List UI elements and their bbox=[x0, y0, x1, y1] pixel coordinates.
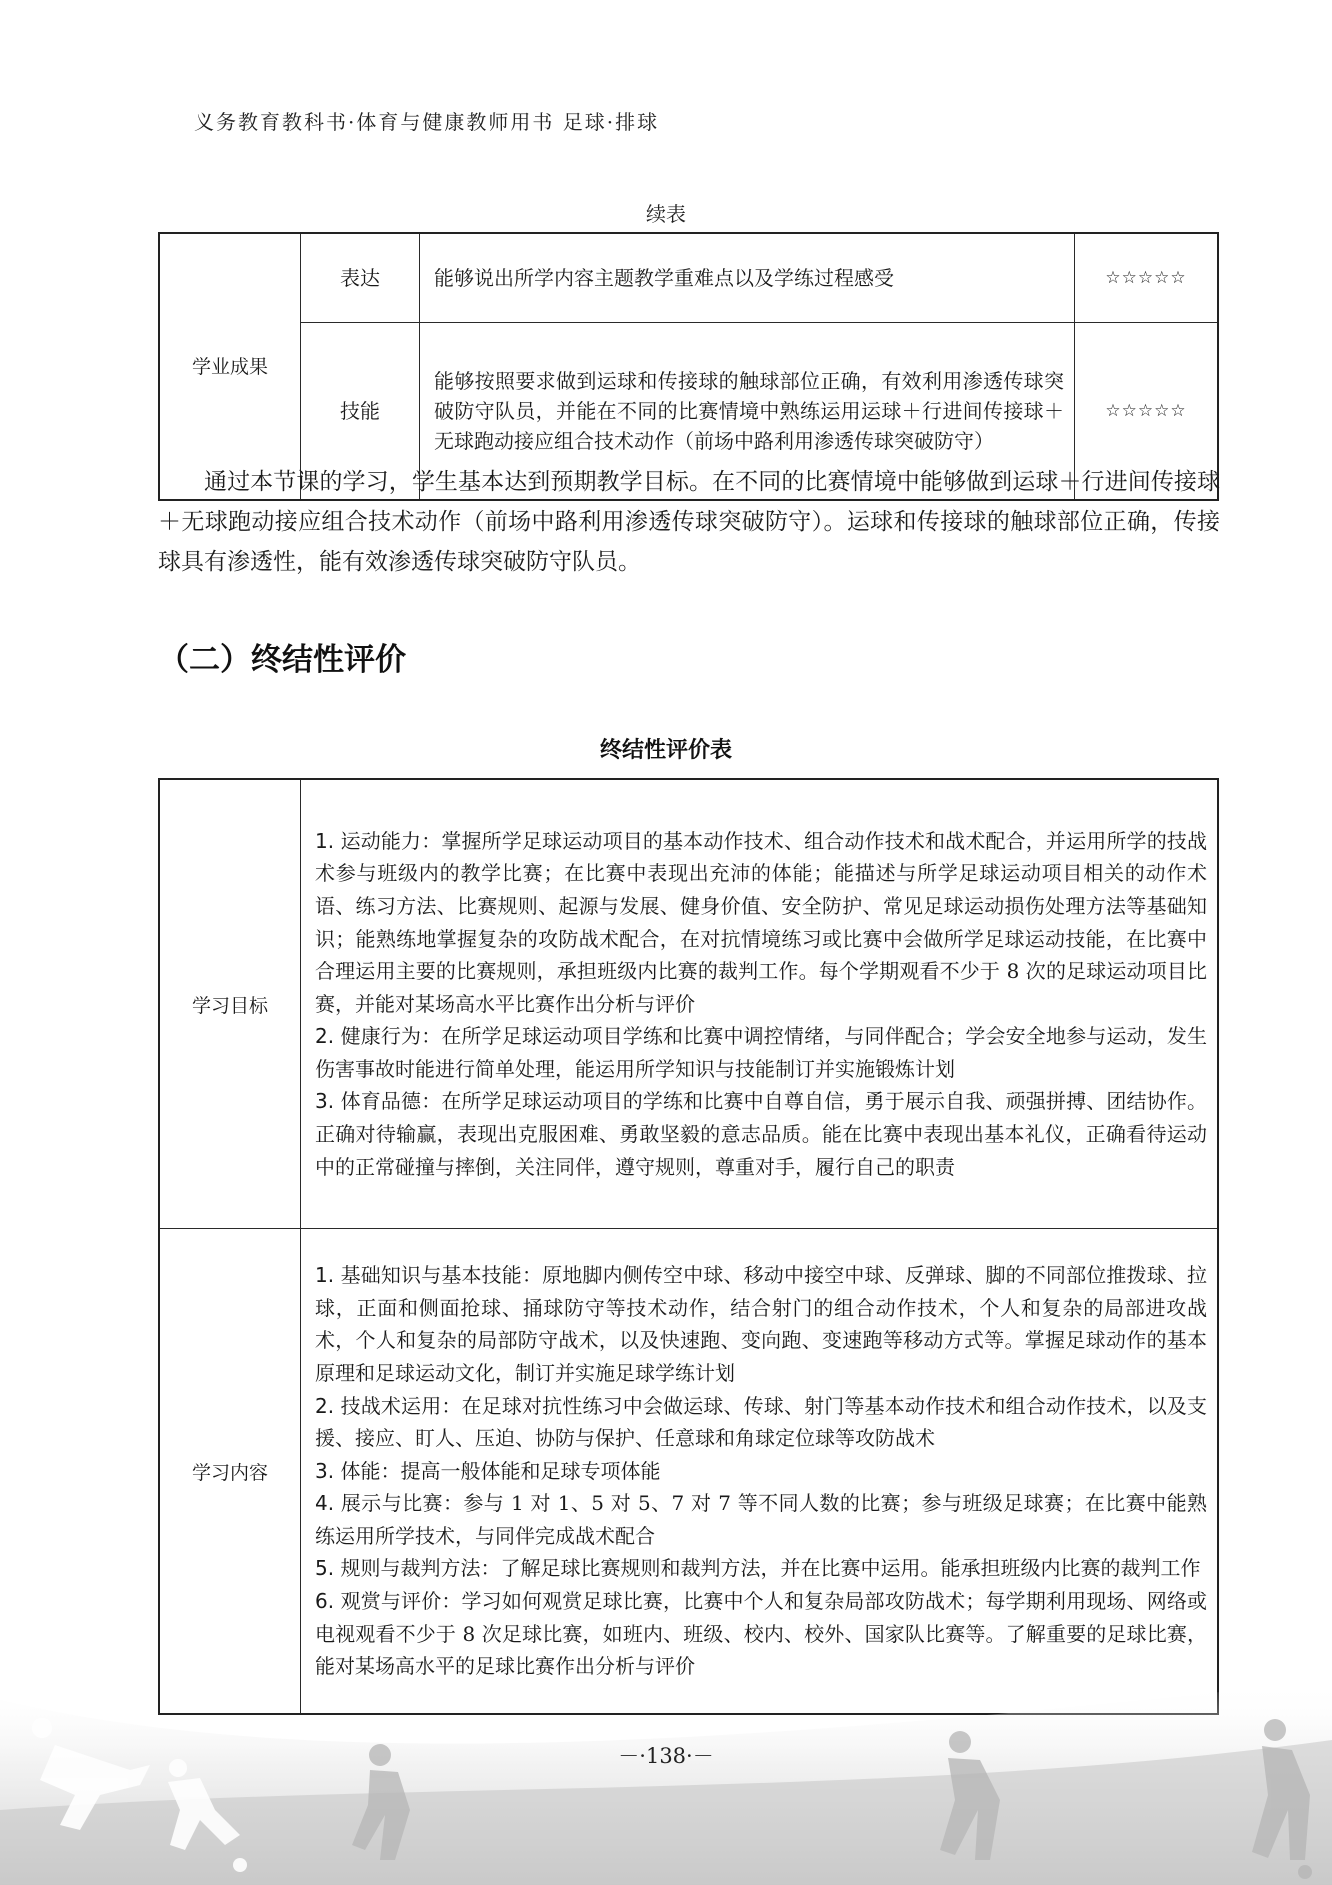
section-title: （二）终结性评价 bbox=[158, 642, 406, 678]
item-label: 2. 技战术运用： bbox=[315, 1393, 462, 1418]
item-label: 1. 运动能力： bbox=[315, 828, 442, 853]
star-rating: ☆☆☆☆☆ bbox=[1075, 323, 1219, 501]
content-cell bbox=[301, 1229, 1219, 1715]
content-cell bbox=[301, 779, 1219, 1229]
description-cell: 能够按照要求做到运球和传接球的触球部位正确，有效利用渗透传球突破防守队员，并能在不同的比赛情境中熟练运用运球＋行进间传接球＋无球跑动接应组合技术动作（前场中路利用渗透传球突破防守） bbox=[420, 323, 1075, 501]
item-text: 提高一般体能和足球专项体能 bbox=[400, 1458, 661, 1483]
list-item bbox=[315, 1552, 1207, 1585]
table-row bbox=[159, 779, 1218, 1229]
academic-results-table bbox=[158, 232, 1219, 501]
description-cell: 能够说出所学内容主题教学重难点以及学练过程感受 bbox=[420, 233, 1075, 323]
item-text: 参与 1 对 1、5 对 5、7 对 7 等不同人数的比赛；参与班级足球赛；在比赛中能熟练运用所学技术，与同伴完成战术配合 bbox=[315, 1491, 1207, 1548]
page-number: －·138·－ bbox=[618, 1744, 714, 1768]
subcategory-cell: 技能 bbox=[301, 323, 420, 501]
list-item bbox=[315, 1020, 1207, 1085]
list-item bbox=[315, 1259, 1207, 1389]
list-item bbox=[315, 1487, 1207, 1552]
item-text: 了解足球比赛规则和裁判方法，并在比赛中运用。能承担班级内比赛的裁判工作 bbox=[500, 1556, 1201, 1581]
category-cell: 学业成果 bbox=[159, 233, 301, 500]
summative-evaluation-table bbox=[158, 778, 1219, 1715]
list-item bbox=[315, 1390, 1207, 1455]
item-text: 在足球对抗性练习中会做运球、传球、射门等基本动作技术和组合动作技术，以及支援、接应、盯人、压迫、协防与保护、任意球和角球定位球等攻防战术 bbox=[315, 1393, 1207, 1451]
table-title: 终结性评价表 bbox=[599, 738, 732, 763]
list-item bbox=[315, 1085, 1207, 1183]
item-label: 4. 展示与比赛： bbox=[315, 1491, 464, 1516]
subcategory-cell: 表达 bbox=[301, 233, 420, 323]
item-text: 学习如何观赏足球比赛，比赛中个人和复杂局部攻防战术；每学期利用现场、网络或电视观看不少于 8 次足球比赛，如班内、班级、校内、校外、国家队比赛等。了解重要的足球比赛，能对某场高水平的足球比赛作出分析与评价 bbox=[315, 1589, 1207, 1679]
table-row bbox=[159, 1229, 1218, 1715]
table-continued-caption: 续表 bbox=[646, 202, 686, 226]
summary-paragraph: 通过本节课的学习，学生基本达到预期教学目标。在不同的比赛情境中能够做到运球＋行进间传接球＋无球跑动接应组合技术动作（前场中路利用渗透传球突破防守）。运球和传接球的触球部位正确，传接球具有渗透性，能有效渗透传球突破防守队员。 bbox=[158, 469, 1220, 575]
item-label: 3. 体能： bbox=[315, 1458, 401, 1483]
soccer-silhouette-footer-decoration bbox=[0, 1660, 1332, 1885]
list-item bbox=[315, 825, 1207, 1021]
item-label: 5. 规则与裁判方法： bbox=[315, 1556, 501, 1581]
category-cell: 学习目标 bbox=[159, 779, 301, 1229]
item-label: 6. 观赏与评价： bbox=[315, 1589, 462, 1614]
item-label: 1. 基础知识与基本技能： bbox=[315, 1263, 543, 1288]
item-text: 在所学足球运动项目的学练和比赛中自尊自信，勇于展示自我、顽强拼搏、团结协作。正确对待输赢，表现出克服困难、勇敢坚毅的意志品质。能在比赛中表现出基本礼仪，正确看待运动中的正常碰撞与摔倒，关注同伴，遵守规则，尊重对手，履行自己的职责 bbox=[315, 1089, 1207, 1179]
category-cell: 学习内容 bbox=[159, 1229, 301, 1715]
item-label: 3. 体育品德： bbox=[315, 1089, 442, 1114]
item-label: 2. 健康行为： bbox=[315, 1024, 442, 1049]
list-item bbox=[315, 1455, 1207, 1488]
running-header: 义务教育教科书·体育与健康教师用书 足球·排球 bbox=[194, 110, 660, 134]
item-text: 在所学足球运动项目学练和比赛中调控情绪，与同伴配合；学会安全地参与运动，发生伤害事故时能进行简单处理，能运用所学知识与技能制订并实施锻炼计划 bbox=[315, 1024, 1207, 1081]
item-text: 掌握所学足球运动项目的基本动作技术、组合动作技术和战术配合，并运用所学的技战术参与班级内的教学比赛；在比赛中表现出充沛的体能；能描述与所学足球运动项目相关的动作术语、练习方法、比赛规则、起源与发展、健身价值、安全防护、常见足球运动损伤处理方法等基础知识；能熟练地掌握复杂的攻防战术配合，在对抗情境练习或比赛中会做所学足球运动技能，在比赛中合理运用主要的比赛规则，承担班级内比赛的裁判工作。每个学期观看不少于 8 次的足球运动项目比赛，并能对某场高水平比赛作出分析与评价 bbox=[315, 828, 1207, 1016]
star-rating: ☆☆☆☆☆ bbox=[1075, 233, 1219, 323]
table-row bbox=[159, 233, 1218, 323]
item-text: 原地脚内侧传空中球、移动中接空中球、反弹球、脚的不同部位推拨球、拉球，正面和侧面抢球、捅球防守等技术动作，结合射门的组合动作技术，个人和复杂的局部进攻战术，个人和复杂的局部防守战术，以及快速跑、变向跑、变速跑等移动方式等。掌握足球动作的基本原理和足球运动文化，制订并实施足球学练计划 bbox=[315, 1263, 1207, 1385]
